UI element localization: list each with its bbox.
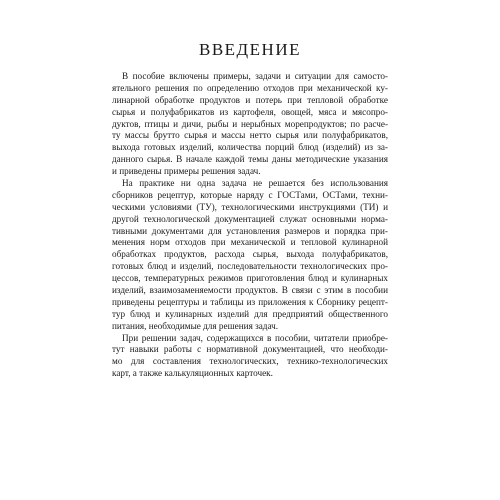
paragraph-line: и приведены примеры решения задач. — [112, 166, 261, 177]
paragraph-line: менения норм отходов при механической и тепловой кулинарной — [112, 237, 388, 248]
paragraph-line: данного сырья. В начале каждой темы даны методические указания — [112, 154, 388, 165]
paragraph-line: В пособие включены примеры, задачи и ситуации для самосто- — [122, 71, 388, 81]
paragraph-line: питания, необходимые для решения задач. — [112, 320, 279, 331]
paragraph-line: дуктов, птицы и дичи, рыбы и нерыбных морепродуктов; по расче- — [112, 118, 388, 129]
paragraph-line: ятельного решения по определению отходов при механической ку- — [112, 82, 388, 93]
paragraph-line: другой технологической документацией служат основными норма- — [112, 213, 388, 224]
paragraph-line: сборников рецептур, которые наряду с ГОСТами, ОСТами, техни- — [112, 189, 388, 200]
paragraph-line: приведены рецептуры и таблицы из приложения к Сборнику рецепт- — [112, 296, 388, 307]
paragraph-line: тут навыки работы с нормативной документацией, что необходи- — [112, 344, 388, 355]
paragraph-line: тур блюд и кулинарных изделий для предприятий общественного — [112, 308, 388, 319]
paragraph-line: мо для составления технологических, технико-технологических — [112, 356, 388, 367]
paragraph-line: выхода готовых изделий, количества порций блюд (изделий) из за- — [112, 142, 388, 153]
paragraph-line: На практике ни одна задача не решается без использования — [122, 178, 388, 189]
body-text — [112, 71, 388, 380]
paragraph-line: При решении задач, содержащихся в пособии, читатели приобре- — [122, 332, 388, 343]
paragraph-line: обработках продуктов, расхода сырья, выхода полуфабрикатов, — [112, 249, 388, 260]
paragraph-line: изделий, взаимозаменяемости продуктов. В связи с этим в пособии — [112, 285, 388, 296]
paragraph-line: сырья и полуфабрикатов из картофеля, овощей, мяса и мясопро- — [112, 106, 388, 117]
paragraph-line: карт, а также калькуляционных карточек. — [112, 368, 273, 379]
paragraph-line: ту массы брутто сырья и массы нетто сырья или полуфабрикатов, — [112, 130, 388, 141]
page-title: ВВЕДЕНИЕ — [199, 40, 301, 59]
paragraph-line: линарной обработке продуктов и потерь при тепловой обработке — [112, 94, 388, 105]
paragraph-line: ческими условиями (ТУ), технологическими инструкциями (ТИ) и — [112, 201, 388, 212]
paragraph-line: цессов, температурных режимов приготовления блюд и кулинарных — [112, 273, 388, 284]
paragraph-line: готовых блюд и изделий, последовательности технологических про- — [112, 261, 388, 272]
paragraph-line: тивными документами для установления размеров и порядка при- — [112, 225, 388, 236]
